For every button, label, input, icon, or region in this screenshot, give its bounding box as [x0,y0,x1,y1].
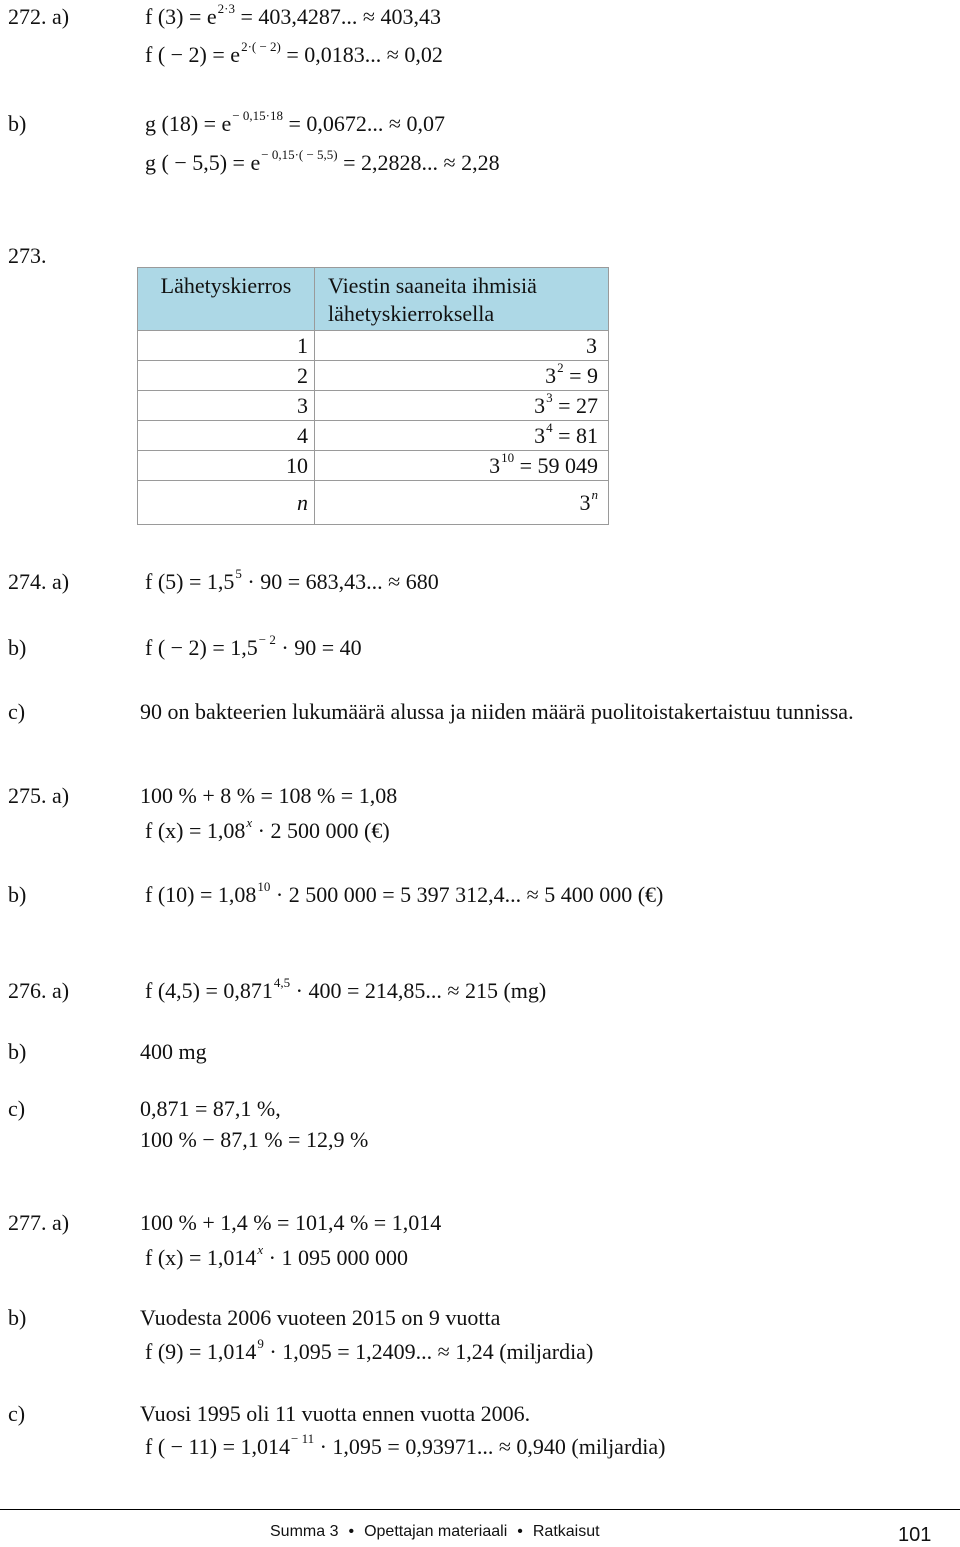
table-cell: $3^2 = 9$ [315,361,609,391]
eq-277-c2: f ( − $11) = 1,014^{- 11} \cdot 1,095 = 0,93971$... ≈ 0,940 (miljardia) [145,1431,666,1459]
problem-275-label: 275. a) [8,783,70,808]
eq-272-b1: g $(18) = e^{- 0,15\cdot 18} = 0,0672$... ≈ 0,07 [145,108,445,136]
problem-277-b-label: b) [8,1305,27,1330]
table-cell: n [138,481,315,525]
table-cell: $3^3 = 27$ [315,391,609,421]
footer-text [270,1523,600,1541]
eq-277-b2: f $(9) = 1,014^9 \cdot 1,095 = 1,2409$... ≈ 1,24 (miljardia) [145,1336,594,1364]
problem-274-b-label: b) [8,635,27,660]
eq-275-a2: f $(x) = 1,08^x \cdot 2$ 500 000 (€) [145,815,390,843]
problem-277-c-label: c) [8,1401,26,1426]
table-cell: 4 [138,421,315,451]
table-row [138,421,609,451]
problem-273-label: 273. [8,243,47,268]
text-276-b: 400 mg [140,1039,207,1064]
table-cell: 1 [138,331,315,361]
table-cell: 3$^n$ [315,481,609,525]
data-table-273 [137,267,609,525]
eq-274-a: f $(5) = 1,5^5 \cdot 90 = 683,43$... ≈ 680 [145,566,439,594]
eq-272-a2: f ( − $2) = e^{2\cdot( - 2)} = 0,0183$... ≈ 0,02 [145,39,443,67]
footer-material: Opettajan materiaali [364,1523,508,1540]
table-header-row [138,268,609,331]
eq-274-b: f ( − $2) = 1,5^{- 2} \cdot 90 = 40$ [145,632,362,660]
footer-divider [0,1509,960,1510]
text-275-a1: 100 % + 8 % = 108 % = 1,08 [140,783,398,808]
table-row [138,391,609,421]
problem-274-label: 274. a) [8,569,70,594]
table-cell: 3 [138,391,315,421]
footer-separator: • [517,1523,523,1540]
eq-275-b: f $(10) = 1,08^{10} \cdot 2$ 500 000 = 5 397 312,4... ≈ 5 400 000 (€) [145,879,664,907]
problem-272-label: 272. a) [8,4,70,29]
footer-book-title: Summa 3 [270,1523,339,1540]
table-cell: $3^4 = 81$ [315,421,609,451]
text-274-c: 90 on bakteerien lukumäärä alussa ja niiden määrä puolitoistakertaistuu tunnissa. [140,699,854,724]
table-cell: 10 [138,451,315,481]
text-277-a1: 100 % + 1,4 % = 101,4 % = 1,014 [140,1210,442,1235]
table-row [138,481,609,525]
table-cell: 3 [315,331,609,361]
table-row [138,361,609,391]
problem-276-label: 276. a) [8,978,70,1003]
eq-277-a2: f $(x) = 1,014^x \cdot 1$ 095 000 000 [145,1242,408,1270]
problem-275-b-label: b) [8,882,27,907]
problem-277-label: 277. a) [8,1210,70,1235]
eq-276-a: f $(4,5) = 0,871^{4,5} \cdot 400 = 214,85$... ≈ 215 (mg) [145,975,547,1003]
text-277-c1: Vuosi 1995 oli 11 vuotta ennen vuotta 2006. [140,1401,531,1426]
table-row [138,331,609,361]
eq-272-a1: f $(3) = e^{2\cdot 3} = 403,4287$... ≈ 403,43 [145,1,441,29]
table-row [138,451,609,481]
problem-276-c-label: c) [8,1096,26,1121]
page-number: 101 [898,1524,932,1546]
table-header-cell: Viestin saaneita ihmisiä lähetyskierroksella [315,268,609,331]
table-header-cell: Lähetyskierros [138,268,315,331]
text-276-c2: 100 % − 87,1 % = 12,9 % [140,1127,369,1152]
footer-separator: • [348,1523,355,1540]
footer-section: Ratkaisut [532,1523,600,1540]
eq-272-b2: g ( − $5,5) = e^{- 0,15\cdot( - 5,5)} = 2,2828$... ≈ 2,28 [145,147,500,175]
text-277-b1: Vuodesta 2006 vuoteen 2015 on 9 vuotta [140,1305,501,1330]
problem-272-b-label: b) [8,111,27,136]
problem-274-c-label: c) [8,699,26,724]
table-cell: 2 [138,361,315,391]
table-cell: $3^{10} = 59$ 049 [315,451,609,481]
text-276-c1: 0,871 = 87,1 %, [140,1096,281,1121]
problem-276-b-label: b) [8,1039,27,1064]
